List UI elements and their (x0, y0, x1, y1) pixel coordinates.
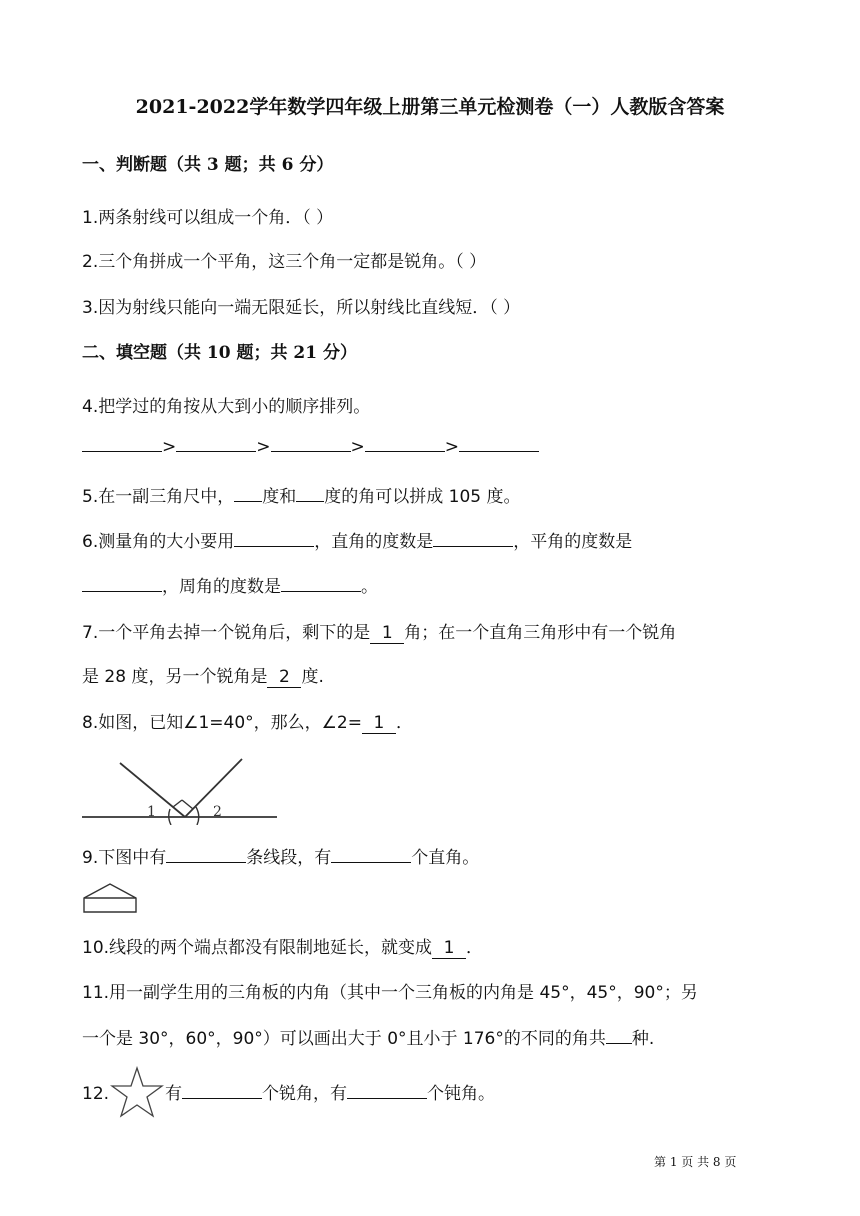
greater-than-sign: > (256, 437, 271, 457)
answer-blank[interactable] (234, 501, 262, 502)
answer-blank[interactable] (347, 1098, 427, 1099)
answer-blank[interactable] (82, 451, 162, 452)
question-7-line-1: 7.一个平角去掉一个锐角后，剩下的是 1 角；在一个直角三角形中有一个锐角 (82, 623, 677, 643)
question-4-blanks (82, 437, 539, 457)
angle-figure (82, 755, 282, 825)
question-9: 9.下图中有 条线段，有 个直角。 (82, 848, 480, 868)
pentagon-figure (82, 881, 138, 915)
answer-blank[interactable] (234, 546, 314, 547)
right-angle-mark (173, 800, 182, 807)
angle-1-label: 1 (147, 804, 156, 820)
question-3: 3.因为射线只能向一端无限延长，所以射线比直线短．（ ） (82, 298, 521, 318)
answer-blank[interactable] (166, 862, 246, 863)
right-angle-mark (182, 800, 193, 809)
question-12: 12. 有 个锐角，有 个钝角。 (82, 1079, 495, 1104)
document-title: 2021-2022学年数学四年级上册第三单元检测卷（一）人教版含答案 (135, 96, 725, 118)
answer-blank[interactable]: 2 (267, 667, 301, 688)
angle-2-label: 2 (213, 804, 222, 820)
answer-blank[interactable] (459, 451, 539, 452)
question-6-line-1: 6.测量角的大小要用 ，直角的度数是 ，平角的度数是 (82, 532, 633, 552)
question-4: 4.把学过的角按从大到小的顺序排列。 (82, 397, 371, 417)
answer-blank[interactable] (281, 591, 361, 592)
answer-blank[interactable] (365, 451, 445, 452)
answer-blank[interactable] (606, 1043, 632, 1044)
greater-than-sign: > (350, 437, 365, 457)
answer-blank[interactable] (433, 546, 513, 547)
answer-blank[interactable] (331, 862, 411, 863)
question-11-line-1: 11.用一副学生用的三角板的内角（其中一个三角板的内角是 45°，45°，90°；另 (82, 983, 698, 1003)
question-6-line-2: ，周角的度数是 。 (82, 572, 378, 597)
greater-than-sign: > (162, 437, 177, 457)
answer-blank[interactable] (296, 501, 324, 502)
answer-blank[interactable] (82, 591, 162, 592)
angle-2-arc (196, 807, 199, 825)
greater-than-sign: > (444, 437, 459, 457)
question-2: 2.三个角拼成一个平角，这三个角一定都是锐角。（ ） (82, 252, 487, 272)
question-11-line-2: 一个是 30°，60°，90°）可以画出大于 0°且小于 176°的不同的角共 种. (82, 1029, 655, 1049)
question-7-line-2: 是 28 度，另一个锐角是 2 度. (82, 667, 324, 687)
answer-blank[interactable]: 1 (370, 623, 404, 644)
star-icon (112, 1068, 162, 1116)
question-5: 5.在一副三角尺中， 度和 度的角可以拼成 105 度。 (82, 487, 521, 507)
answer-blank[interactable] (176, 451, 256, 452)
star-figure (109, 1066, 165, 1120)
section-heading-fill-blank: 二、填空题（共 10 题；共 21 分） (82, 343, 357, 363)
answer-blank[interactable] (182, 1098, 262, 1099)
question-1: 1.两条射线可以组成一个角．（ ） (82, 208, 334, 228)
question-10: 10.线段的两个端点都没有限制地延长，就变成 1 ． (82, 938, 484, 958)
answer-blank[interactable] (271, 451, 351, 452)
answer-blank[interactable]: 1 (432, 938, 466, 959)
section-heading-true-false: 一、判断题（共 3 题；共 6 分） (82, 155, 334, 175)
question-8: 8.如图，已知∠1=40°，那么，∠2= 1 ． (82, 713, 413, 733)
answer-blank[interactable]: 1 (362, 713, 396, 734)
page-footer: 第 1 页 共 8 页 (654, 1155, 737, 1169)
